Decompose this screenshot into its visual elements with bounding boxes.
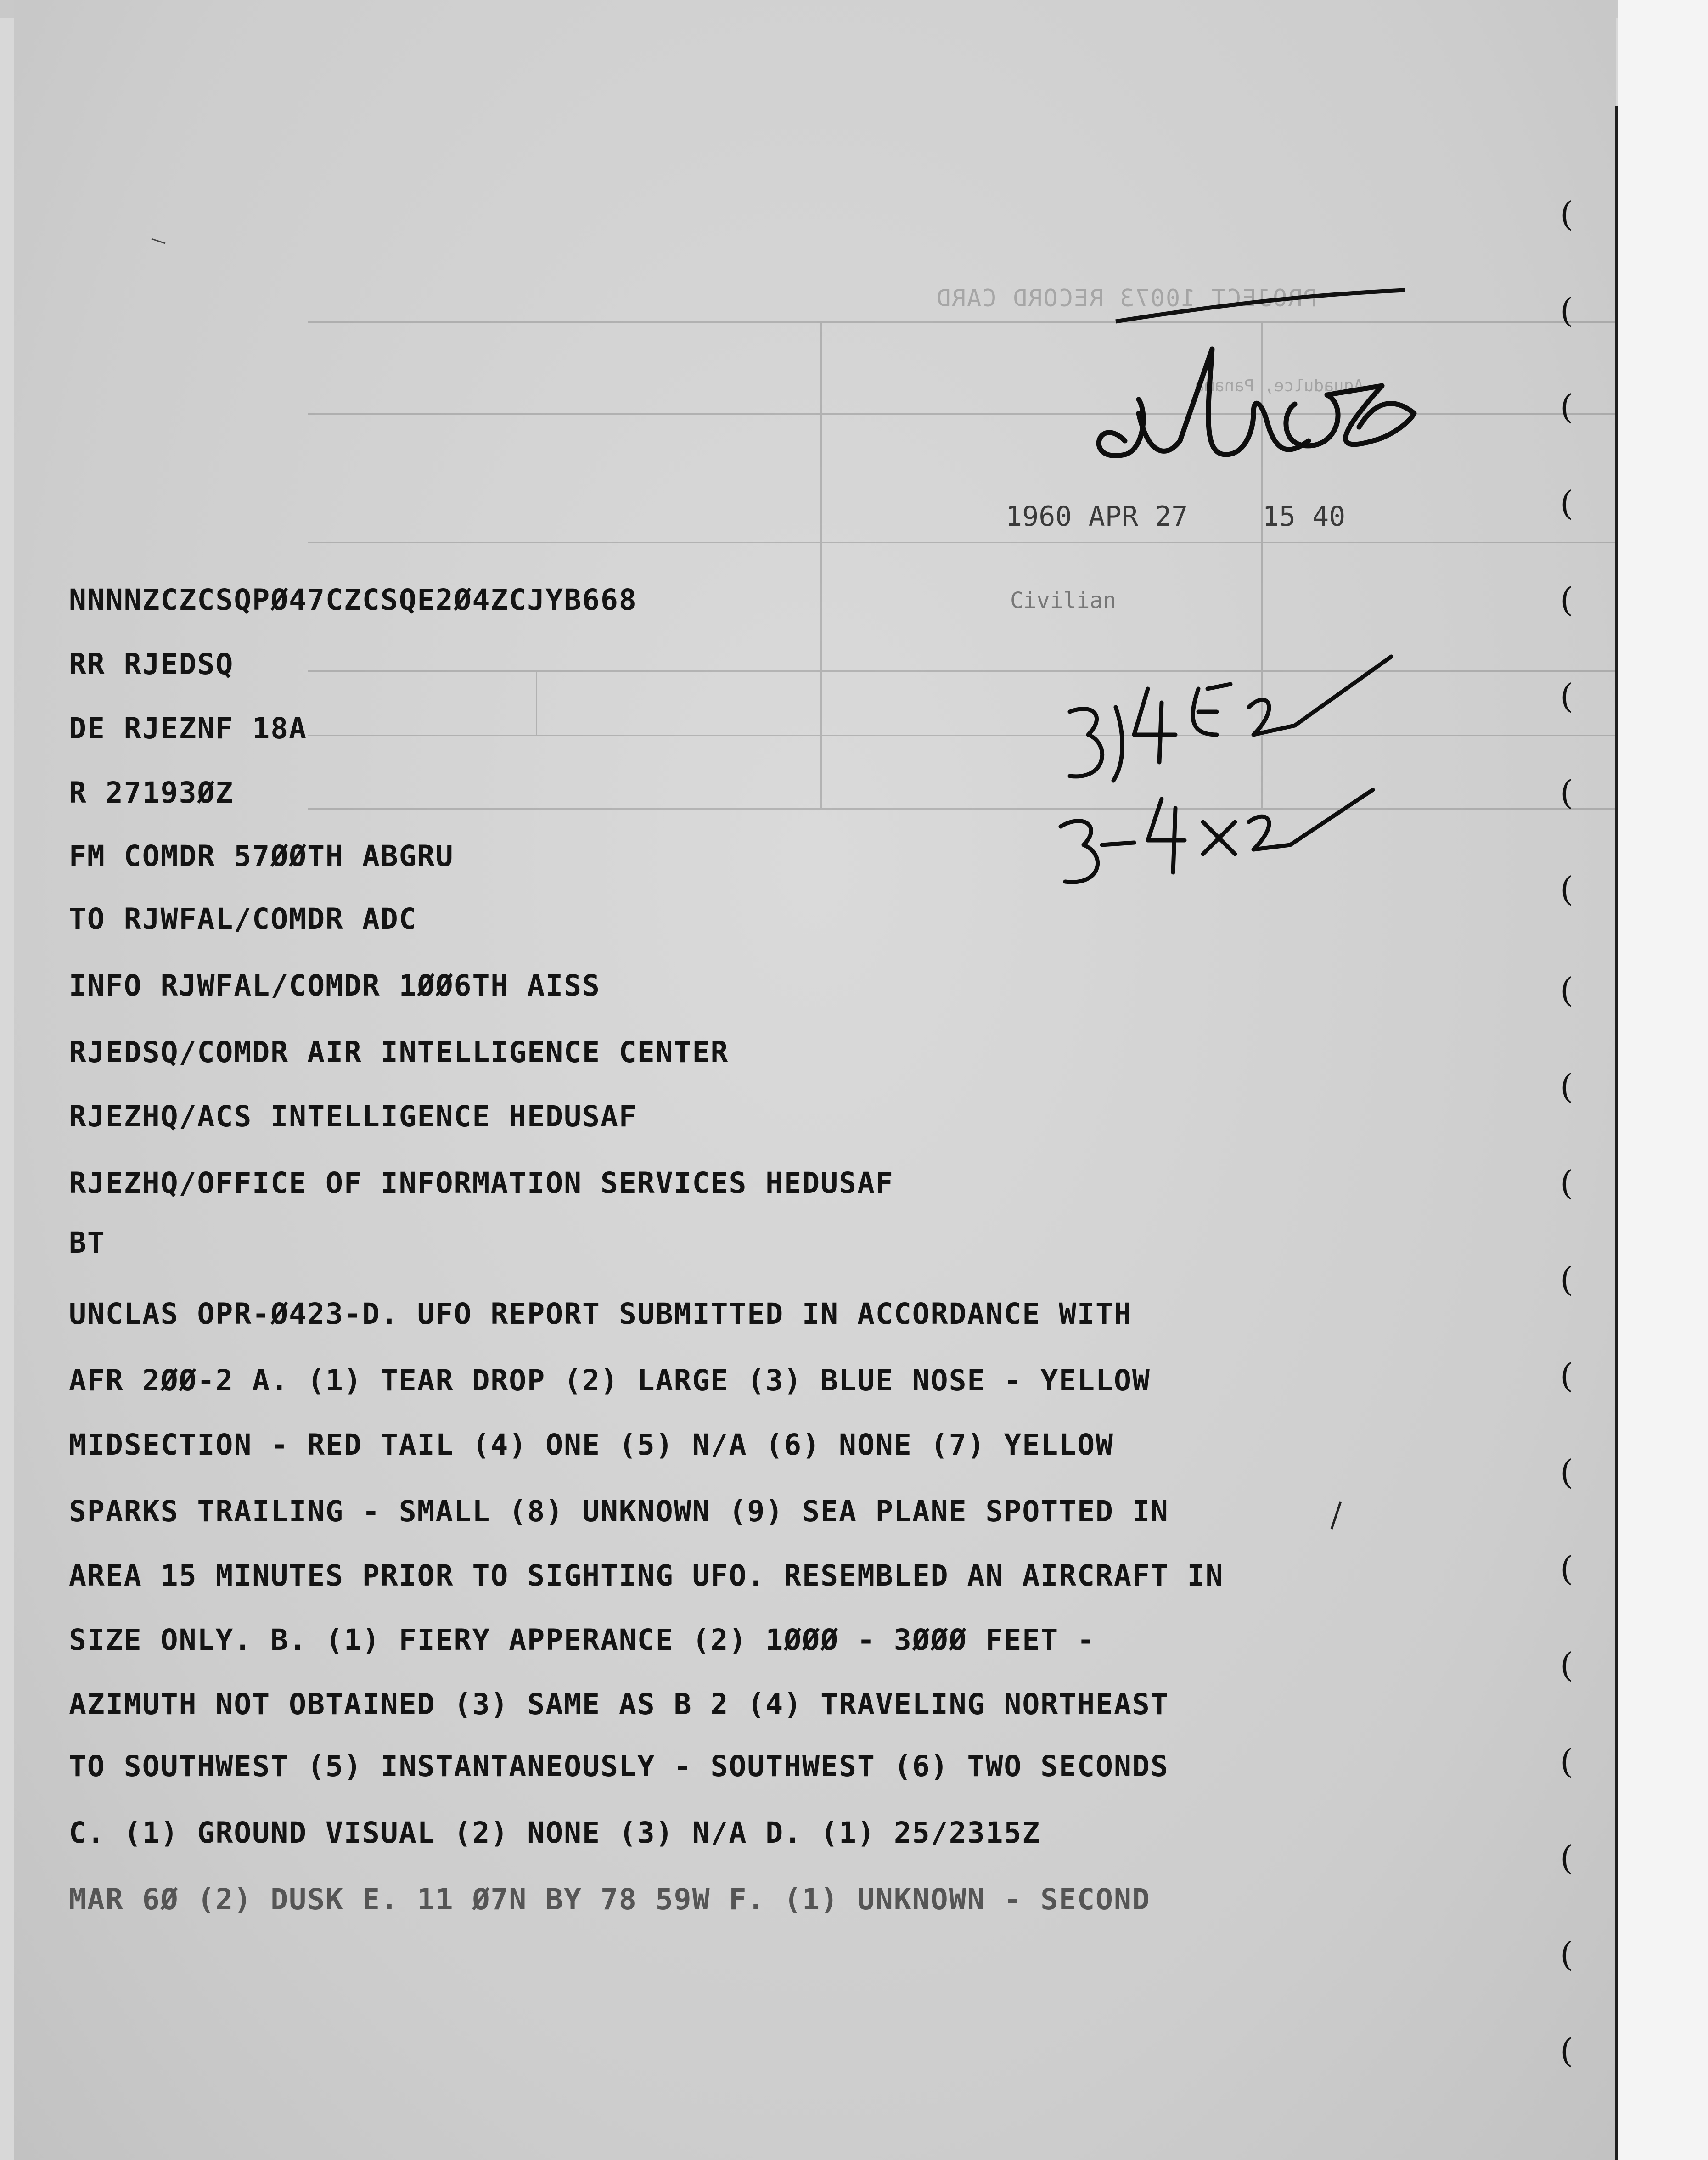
body-line: AFR 2ØØ-2 A. (1) TEAR DROP (2) LARGE (3) BLUE NOSE - YELLOW bbox=[69, 1364, 1151, 1397]
punch-hole: ( bbox=[1560, 870, 1573, 908]
document-sheet bbox=[14, 0, 1616, 2160]
header-line: RJEDSQ/COMDR AIR INTELLIGENCE CENTER bbox=[69, 1035, 729, 1069]
handwritten-note-1 bbox=[1070, 657, 1391, 781]
body-line: UNCLAS OPR-Ø423-D. UFO REPORT SUBMITTED IN ACCORDANCE WITH bbox=[69, 1297, 1132, 1331]
body-line: MAR 6Ø (2) DUSK E. 11 Ø7N BY 78 59W F. (1) UNKNOWN - SECOND bbox=[69, 1883, 1151, 1916]
punch-hole: ( bbox=[1560, 773, 1573, 812]
handwritten-note-2 bbox=[1061, 790, 1373, 882]
punch-hole: ( bbox=[1560, 1839, 1573, 1877]
body-line: C. (1) GROUND VISUAL (2) NONE (3) N/A D. (1) 25/2315Z bbox=[69, 1816, 1041, 1850]
header-line: TO RJWFAL/COMDR ADC bbox=[69, 902, 417, 936]
body-line: SIZE ONLY. B. (1) FIERY APPERANCE (2) 1ØØØ - 3ØØØ FEET - bbox=[69, 1623, 1096, 1657]
punch-hole: ( bbox=[1560, 1260, 1573, 1299]
punch-hole: ( bbox=[1560, 1646, 1573, 1684]
record-card-location: Aguadulce, Panama bbox=[1194, 377, 1364, 395]
header-line: NNNNZCZCSQPØ47CZCSQE2Ø4ZCJYB668 bbox=[69, 583, 637, 617]
punch-hole: ( bbox=[1560, 1742, 1573, 1781]
scan-margin bbox=[1618, 0, 1708, 2160]
punch-hole: ( bbox=[1560, 1935, 1573, 1974]
body-line: TO SOUTHWEST (5) INSTANTANEOUSLY - SOUTHWEST (6) TWO SECONDS bbox=[69, 1749, 1169, 1783]
body-line: AZIMUTH NOT OBTAINED (3) SAME AS B 2 (4) TRAVELING NORTHEAST bbox=[69, 1688, 1169, 1721]
punch-hole: ( bbox=[1560, 484, 1573, 523]
header-line: BT bbox=[69, 1226, 106, 1260]
punch-hole: ( bbox=[1560, 1453, 1573, 1491]
header-line: RJEZHQ/ACS INTELLIGENCE HEDUSAF bbox=[69, 1100, 637, 1133]
punch-hole: ( bbox=[1560, 971, 1573, 1009]
punch-hole: ( bbox=[1560, 1164, 1573, 1202]
body-line: AREA 15 MINUTES PRIOR TO SIGHTING UFO. RESEMBLED AN AIRCRAFT IN bbox=[69, 1559, 1224, 1592]
header-line: R 27193ØZ bbox=[69, 776, 234, 810]
header-line: RJEZHQ/OFFICE OF INFORMATION SERVICES HEDUSAF bbox=[69, 1166, 894, 1200]
header-line: RR RJEDSQ bbox=[69, 647, 234, 681]
record-card-source: Civilian bbox=[1010, 588, 1117, 613]
handwritten-annotations bbox=[14, 0, 1616, 2160]
punch-hole: ( bbox=[1560, 1356, 1573, 1395]
handwritten-initials bbox=[1099, 349, 1414, 456]
punch-hole: ( bbox=[1560, 1549, 1573, 1588]
punch-hole: ( bbox=[1560, 388, 1573, 426]
body-line: MIDSECTION - RED TAIL (4) ONE (5) N/A (6) NONE (7) YELLOW bbox=[69, 1428, 1114, 1462]
handwritten-stroke bbox=[1116, 290, 1405, 321]
punch-hole: ( bbox=[1560, 580, 1573, 619]
header-line: DE RJEZNF 18A bbox=[69, 712, 308, 745]
punch-hole: ( bbox=[1560, 2031, 1573, 2070]
header-line: FM COMDR 57ØØTH ABGRU bbox=[69, 839, 454, 873]
punch-hole: ( bbox=[1560, 1067, 1573, 1106]
punch-hole: ( bbox=[1560, 195, 1573, 233]
header-line: INFO RJWFAL/COMDR 1ØØ6TH AISS bbox=[69, 969, 601, 1002]
punch-hole: ( bbox=[1560, 677, 1573, 715]
record-card-title: PROJECT 10073 RECORD CARD bbox=[935, 285, 1318, 312]
punch-hole: ( bbox=[1560, 291, 1573, 330]
stamp-date: 1960 APR 27 bbox=[1006, 501, 1188, 533]
stamp-time: 15 40 bbox=[1262, 501, 1346, 533]
body-line: SPARKS TRAILING - SMALL (8) UNKNOWN (9) SEA PLANE SPOTTED IN bbox=[69, 1495, 1169, 1528]
